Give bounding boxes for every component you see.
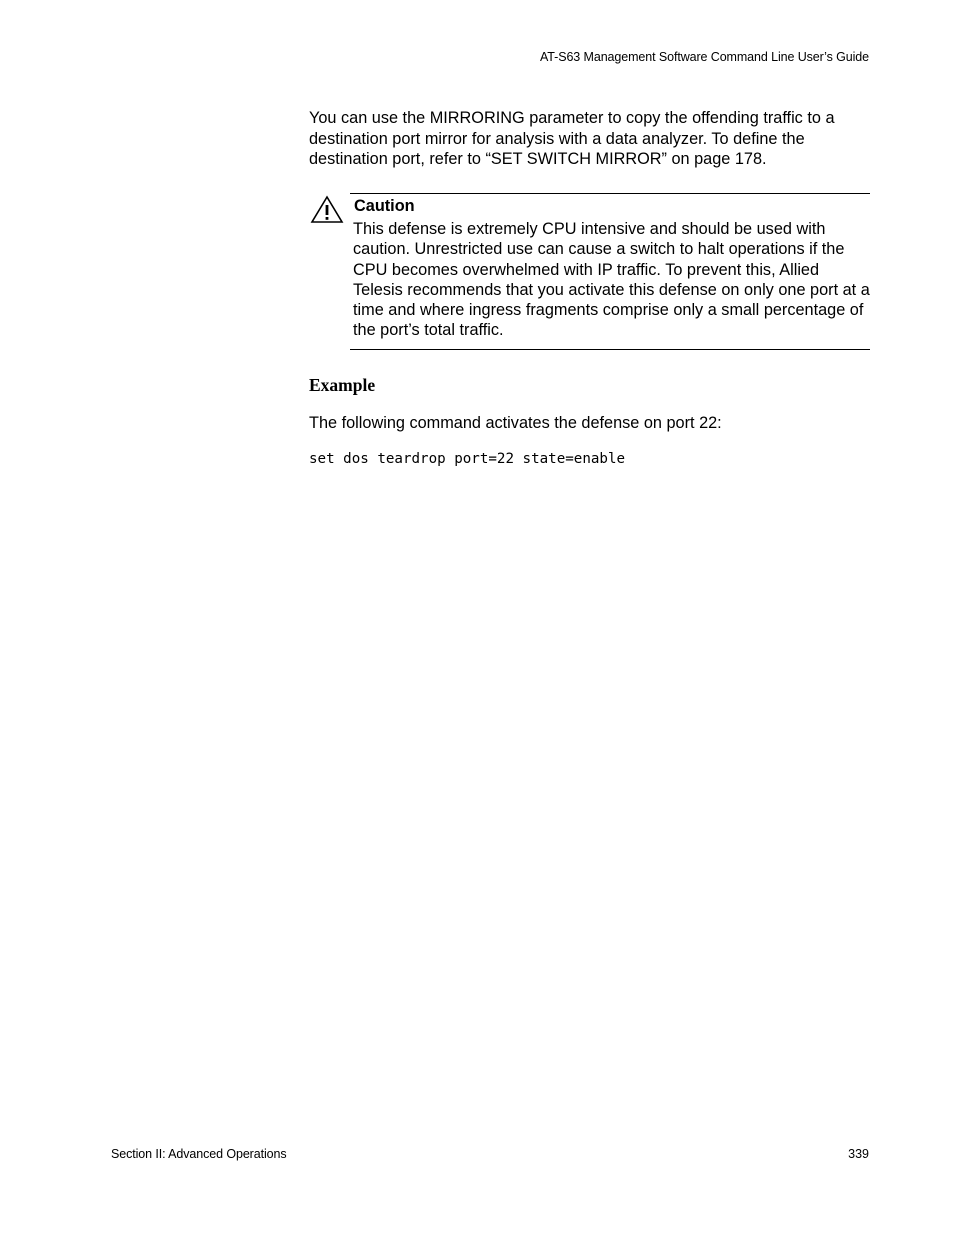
caution-box — [350, 193, 870, 350]
caution-title: Caution — [354, 197, 415, 215]
example-command: set dos teardrop port=22 state=enable — [309, 451, 626, 467]
example-heading: Example — [309, 375, 376, 395]
example-description: The following command activates the defense on port 22: — [309, 414, 722, 432]
caution-text: This defense is extremely CPU intensive and should be used with caution. Unrestricted use can cause a switch to halt operations if the CPU becomes overwhelmed with IP traffic. To prevent this, Allied Telesis recommends that you activate this defense on only one port at a time and where ingress fragments comprise only a small percentage of the port’s total traffic. — [353, 220, 870, 340]
intro-paragraph: You can use the MIRRORING parameter to copy the offending traffic to a destination port mirror for analysis with a data analyzer. To define the destination port, refer to “SET SWITCH MIRROR” on page 178. — [309, 109, 835, 168]
running-header-title: AT-S63 Management Software Command Line User’s Guide — [540, 50, 869, 64]
page-number: 339 — [848, 1147, 869, 1161]
warning-triangle-icon — [310, 195, 344, 225]
footer-section: Section II: Advanced Operations — [111, 1147, 287, 1161]
